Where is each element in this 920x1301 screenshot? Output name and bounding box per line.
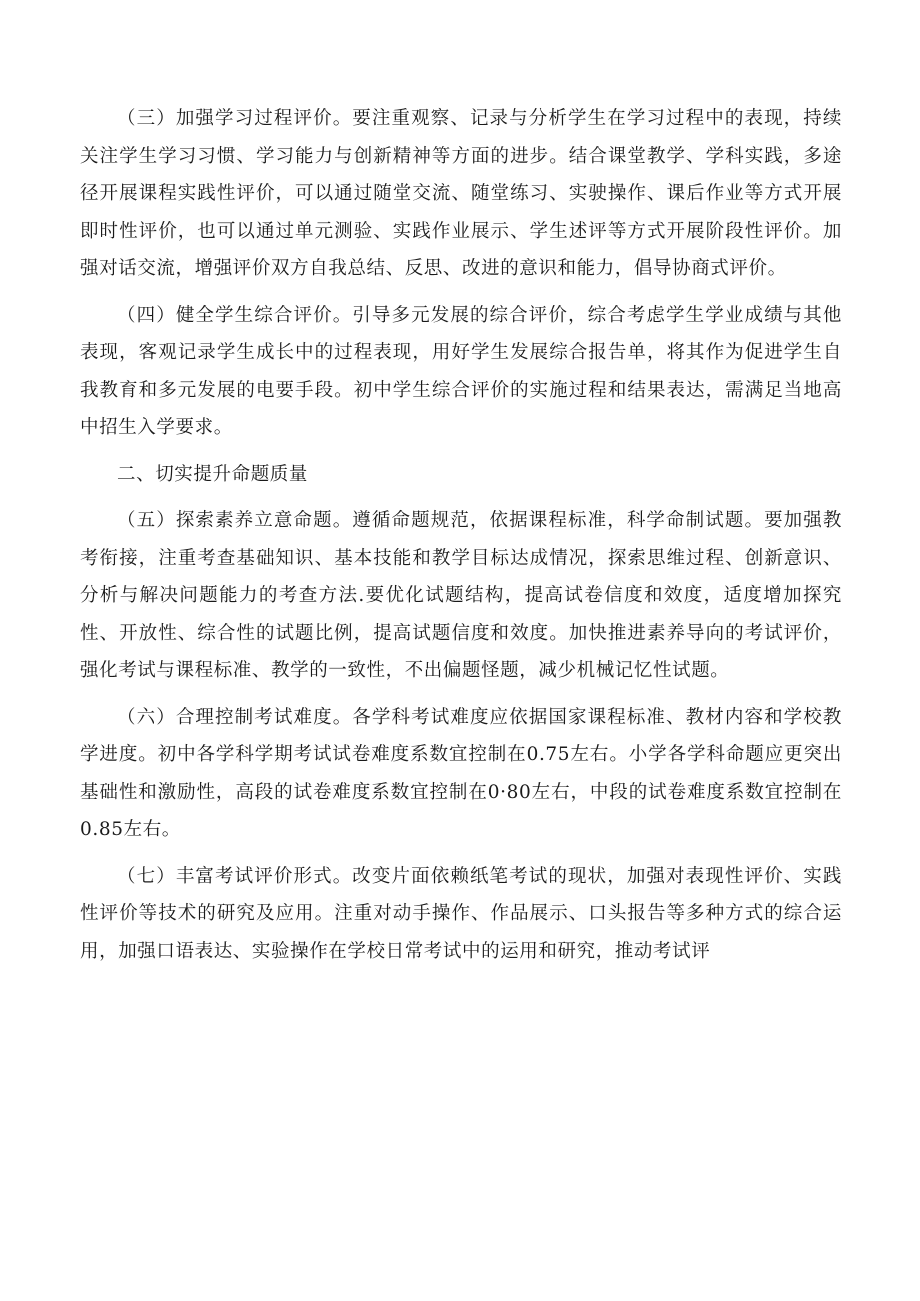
document-page	[80, 100, 842, 979]
section-heading-two: 二、切实提升命题质量	[117, 463, 309, 485]
paragraph-six: （六）合理控制考试难度。各学科考试难度应依据国家课程标准、教材内容和学校教学进度。初中各学科学期考试试卷难度系数宜控制在0.75左右。小学各学科命题应更突出基础性和激励性，高段的试卷难度系数宜控制在0·80左右，中段的试卷难度系数宜控制在0.85左右。	[80, 706, 842, 840]
paragraph-three: （三）加强学习过程评价。要注重观察、记录与分析学生在学习过程中的表现，持续关注学生学习习惯、学习能力与创新精神等方面的进步。结合课堂教学、学科实践，多途径开展课程实践性评价，可以通过随堂交流、随堂练习、实驶操作、课后作业等方式开展即时性评价，也可以通过单元测验、实践作业展示、学生述评等方式开展阶段性评价。加强对话交流，增强评价双方自我总结、反思、改进的意识和能力，倡导协商式评价。	[80, 108, 842, 279]
paragraph-five: （五）探索素养立意命题。遵循命题规范，依据课程标准，科学命制试题。要加强教考衔接，注重考查基础知识、基本技能和教学目标达成情况，探索思维过程、创新意识、分析与解决问题能力的考查方法.要优化试题结构，提高试卷信度和效度，适度增加探究性、开放性、综合性的试题比例，提高试题信度和效度。加快推进素养导向的考试评价，强化考试与课程标准、教学的一致性，不出偏题怪题，减少机械记忆性试题。	[80, 510, 842, 681]
paragraph-seven: （七）丰富考试评价形式。改变片面依赖纸笔考试的现状，加强对表现性评价、实践性评价等技术的研究及应用。注重对动手操作、作品展示、口头报告等多种方式的综合运用，加强口语表达、实验操作在学校日常考试中的运用和研究，推动考试评	[80, 865, 842, 962]
paragraph-four: （四）健全学生综合评价。引导多元发展的综合评价，综合考虑学生学业成绩与其他表现，客观记录学生成长中的过程表现，用好学生发展综合报告单，将其作为促进学生自我教育和多元发展的电要手段。初中学生综合评价的实施过程和结果表达，需满足当地高中招生入学要求。	[80, 304, 842, 438]
